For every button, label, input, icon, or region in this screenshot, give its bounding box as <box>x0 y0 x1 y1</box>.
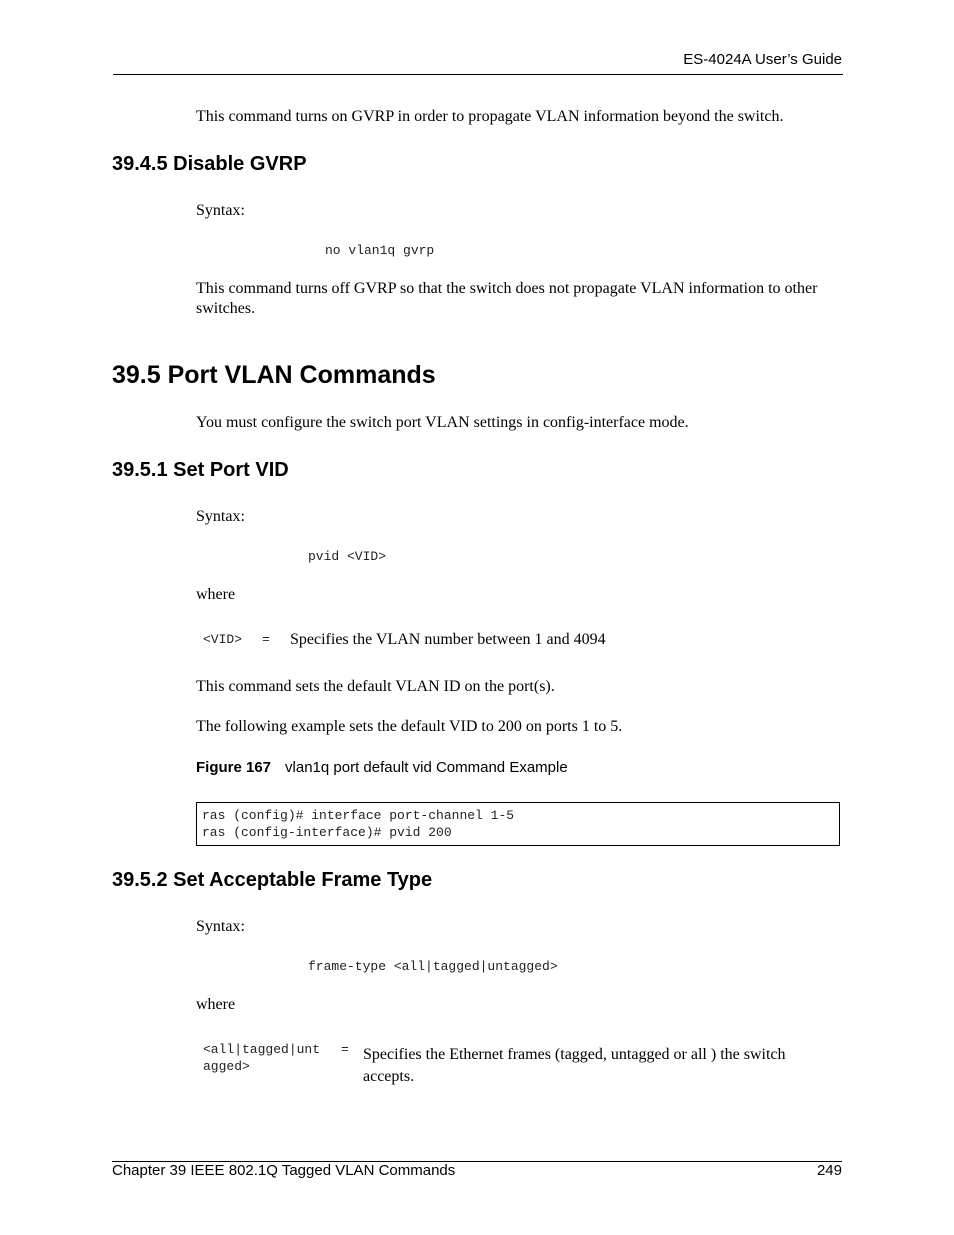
syntax-label: Syntax: <box>196 508 245 525</box>
param-name: <VID> <box>203 632 243 647</box>
param-name-line-2: agged> <box>203 1059 250 1074</box>
footer-chapter-title: Chapter 39 IEEE 802.1Q Tagged VLAN Commands <box>112 1162 456 1179</box>
syntax-label: Syntax: <box>196 202 245 219</box>
intro-paragraph: This command turns on GVRP in order to propagate VLAN information beyond the switch. <box>196 108 784 125</box>
disable-gvrp-description: This command turns off GVRP so that the switch does not propagate VLAN information to other switches. <box>196 280 818 317</box>
set-port-vid-description: This command sets the default VLAN ID on the port(s). <box>196 678 555 695</box>
figure-caption <box>196 759 568 776</box>
heading-set-port-vid: 39.5.1 Set Port VID <box>112 459 289 481</box>
heading-port-vlan-commands: 39.5 Port VLAN Commands <box>112 361 436 389</box>
header-rule <box>113 74 843 75</box>
heading-disable-gvrp: 39.4.5 Disable GVRP <box>112 153 307 175</box>
footer-page-number: 249 <box>816 1162 842 1179</box>
param-equals: = <box>341 1042 349 1057</box>
port-vlan-description: You must configure the switch port VLAN settings in config-interface mode. <box>196 414 689 431</box>
where-label: where <box>196 586 236 603</box>
param-name-line-1: <all|tagged|unt <box>203 1042 321 1057</box>
syntax-label: Syntax: <box>196 918 245 935</box>
figure-title: vlan1q port default vid Command Example <box>285 759 568 776</box>
heading-set-acceptable-frame-type: 39.5.2 Set Acceptable Frame Type <box>112 869 433 891</box>
param-description: Specifies the VLAN number between 1 and 4094 <box>290 631 606 648</box>
syntax-code: frame-type <all|tagged|untagged> <box>308 959 558 974</box>
param-description: Specifies the Ethernet frames (tagged, untagged or all ) the switch accepts. <box>363 1046 786 1085</box>
code-example-box <box>196 802 840 846</box>
example-description: The following example sets the default VID to 200 on ports 1 to 5. <box>196 718 623 735</box>
figure-label: Figure 167 <box>196 759 272 776</box>
syntax-code: no vlan1q gvrp <box>325 243 435 258</box>
param-equals: = <box>262 632 270 647</box>
running-header-title: ES-4024A User’s Guide <box>683 51 842 68</box>
syntax-code: pvid <VID> <box>308 549 387 564</box>
code-line: ras (config)# interface port-channel 1-5 <box>202 808 515 823</box>
code-line: ras (config-interface)# pvid 200 <box>202 825 452 840</box>
where-label: where <box>196 996 236 1013</box>
